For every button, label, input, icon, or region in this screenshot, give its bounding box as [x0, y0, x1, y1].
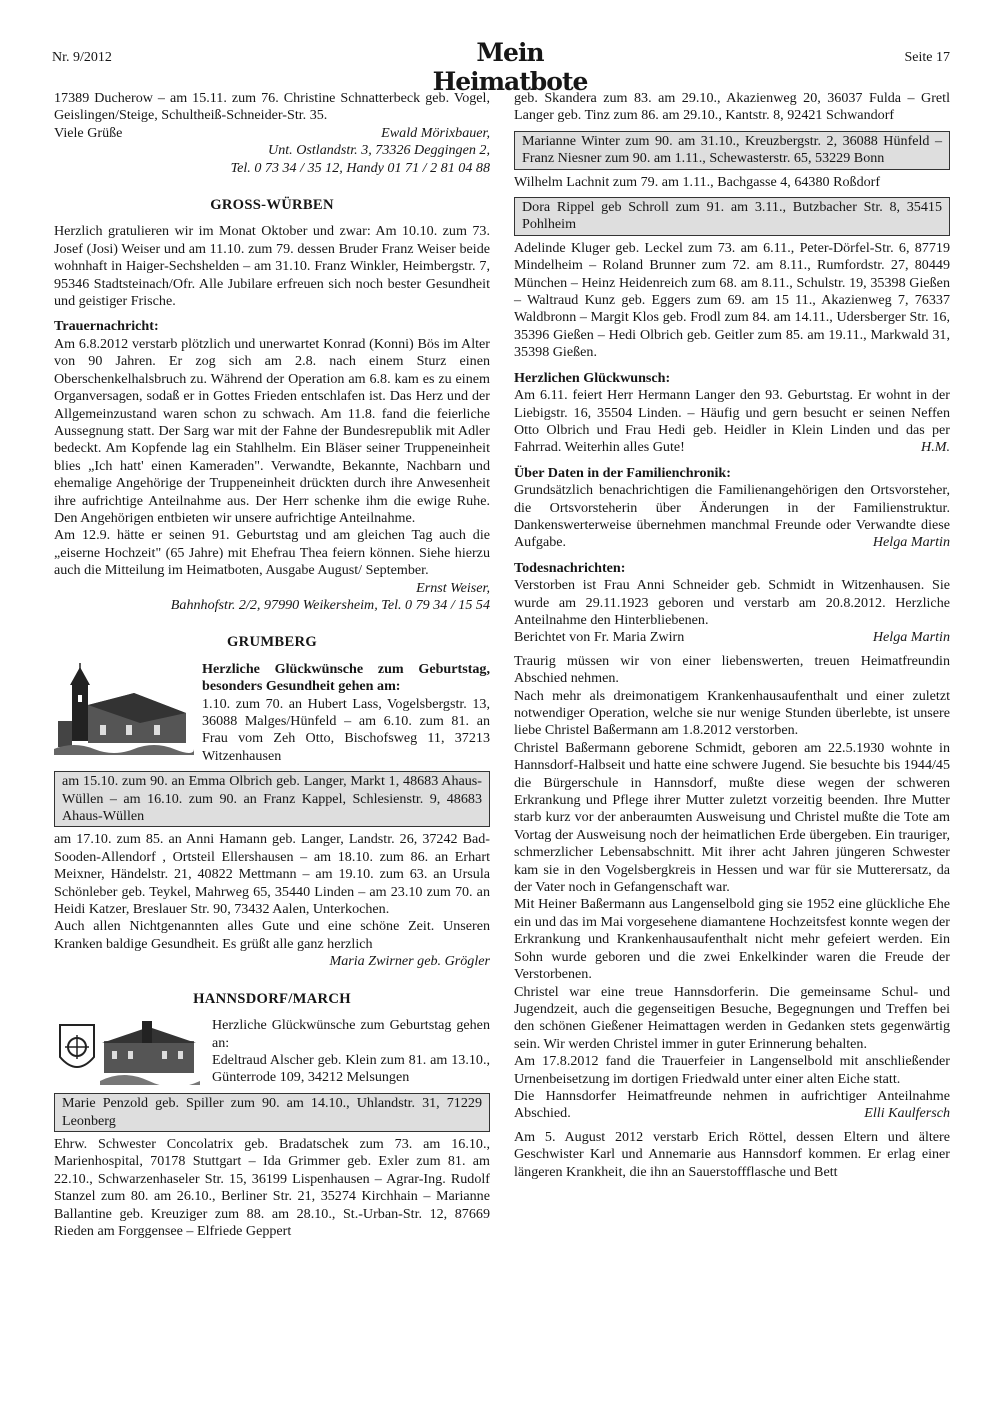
subheading-gluckwunsch: Herzlichen Glückwunsch:	[514, 369, 671, 386]
signature-name: H.M.	[921, 439, 950, 456]
highlight-box: Marie Penzold geb. Spiller zum 90. am 14.10., Uhlandstr. 31, 71229 Leonberg	[54, 1093, 490, 1132]
article-paragraph: Auch allen Nichtgenannten alles Gute und eine schöne Zeit. Unseren Kranken baldige Gesundheit. Es grüßt alle ganz herzlich	[54, 918, 490, 952]
left-column	[54, 90, 490, 1240]
church-illustration	[54, 663, 194, 755]
grumberg-intro: Herzliche Glückwünsche zum Geburtstag, besonders Gesundheit gehen am:	[202, 660, 490, 695]
article-paragraph: Adelinde Kluger geb. Leckel zum 73. am 6.11., Peter-Dörfel-Str. 6, 87719 Mindelheim – Roland Brunner zum 72. am 8.11., Rumfordstr. 27, 80449 München – Heinz Heidenreich zum 68. am 8.11., Schulstr. 19, 35398 Gießen – Waltraud Kunz geb. Eggers zum 69. am 15 11., Akazienweg 7, 76337 Waldbronn – Margit Klos geb. Frodl zum 84. am 14.11., Udersberger Str. 16, 35396 Gießen – Hedi Olbrich geb. Geitler zum 85. am 19.11., Markwald 31, 35398 Gießen.	[514, 239, 950, 361]
article-paragraph	[514, 387, 950, 457]
right-column	[514, 90, 950, 1181]
page-number: Seite 17	[904, 50, 950, 65]
signature-phone: Tel. 0 73 34 / 35 12, Handy 01 71 / 2 81 04 88	[230, 159, 490, 176]
masthead-title: Mein Heimatbote	[432, 38, 588, 96]
subheading-familienchronik: Über Daten in der Familienchronik:	[514, 464, 731, 481]
article-paragraph: Nach mehr als dreimonatigem Krankenhausaufenthalt und einer zuletzt notwendiger Operation, welche sie nur wenige Stunden überlebte, ist unsere liebe Christel Baßermann am 1.8.2012 verstorben.	[514, 687, 950, 739]
article-paragraph: Traurig müssen wir von einer liebenswerten, treuen Heimatfreundin Abschied nehmen.	[514, 652, 950, 687]
highlight-box: Marianne Winter zum 90. am 31.10., Kreuzbergstr. 2, 36088 Hünfeld – Franz Niesner zum 90. am 1.11., Schewasterstr. 65, 53229 Bonn	[514, 131, 950, 170]
article-paragraph	[514, 482, 950, 552]
article-paragraph: Verstorben ist Frau Anni Schneider geb. Schmidt in Witzenhausen. Sie wurde am 29.11.1923 geboren und verstarb am 20.8.2012. Herzliche Anteilnahme den Hinterbliebenen.	[514, 577, 950, 628]
issue-number: Nr. 9/2012	[52, 50, 112, 65]
signature-name: Ernst Weiser,	[416, 579, 490, 596]
subheading-trauernachricht: Trauernachricht:	[54, 318, 159, 335]
paragraph-text: Am 6.11. feiert Herr Hermann Langer den 93. Geburtstag. Er wohnt in der Liebigstr. 16, 35504 Linden. – Häufig und gern besucht er seinen Neffen Otto Olbrich und Frau Hedi geb. Heidler in Klein Linden und das per Fahrrad. Weiterhin alles Gute!	[514, 387, 950, 456]
signature-name: Maria Zwirner geb. Grögler	[329, 953, 490, 970]
article-paragraph	[514, 1088, 950, 1123]
signature-address: Bahnhofstr. 2/2, 97990 Weikersheim, Tel. 0 79 34 / 15 54	[170, 596, 490, 613]
highlight-box: Dora Rippel geb Schroll zum 91. am 3.11., Butzbacher Str. 8, 35415 Pohlheim	[514, 197, 950, 236]
article-paragraph: am 17.10. zum 85. an Anni Hamann geb. Langer, Landstr. 26, 37242 Bad-Sooden-Allendorf , Ortsteil Ellershausen – am 18.10. zum 86. an Erhart Meixner, Händelstr. 21, 40822 Mettmann – am 19.10. zum 63. an Ursula Schönleber geb. Teykel, Mahrweg 65, 35440 Linden – am 23.10 zum 70. an Heidi Katzer, Breslauer Str. 90, 73432 Aalen, Unterkochen.	[54, 831, 490, 918]
article-paragraph: Wilhelm Lachnit zum 79. am 1.11., Bachgasse 4, 64380 Roßdorf	[514, 173, 881, 190]
article-paragraph: Am 6.8.2012 verstarb plötzlich und unerwartet Konrad (Konni) Bös im Alter von 90 Jahren. Er zog sich am 2.8. nach einem Sturz einen Oberschenkelhalsbruch zu. Während der Operation am 6.8. kam es zu einem Organversagen, sodaß er in Gottes Frieden entschlafen ist. Das Herz und der Allgemeinzustand waren schon zu schwach. Am 11.8. fand die feierliche Aussegnung statt. Der Sarg war mit der Fahne der Bundesrepublik mit Adler bedeckt. Am Kopfende lag ein Stahlhelm. Ein Bläser seiner Truppeneinheit blies „Ich hatt' einen Kameraden". Verwandte, Bekannte, Nachbarn und ehemalige Angehörige der Truppeneinheit drückten durch ihre Anwesenheit ihre aufrichtige Anteilnahme aus. Der Herr schenke ihm die ewige Ruhe. Den Angehörigen entbieten wir unsere aufrichtige Anteilnahme.	[54, 335, 490, 526]
article-paragraph: Christel war eine treue Hannsdorferin. Die gemeinsame Schul- und Jugendzeit, auch die gegenseitigen Besuche, Begegnungen und Treffen bei den schönen Gießener Heimattagen werden in Gedanken stets gegenwärtig sein. Wir werden Christel immer in guter Erinnerung behalten.	[514, 983, 950, 1052]
signature-address: Unt. Ostlandstr. 3, 73326 Deggingen 2,	[268, 142, 490, 159]
article-paragraph: Herzlich gratulieren wir im Monat Oktober und zwar: Am 10.10. zum 73. Josef (Josi) Weiser und am 11.10. zum 79. dessen Bruder Franz Weiser beide wohnhaft in Haiger-Sechshelden – am 31.10. Franz Winkler, Heimbergstr. 7, 95346 Stadtsteinach/Ofr. Alle Jubilare erfreuen sich noch bester Gesundheit und geistiger Frische.	[54, 223, 490, 310]
paragraph-text: Die Hannsdorfer Heimatfreunde nehmen in aufrichtiger Anteilnahme Abschied.	[514, 1087, 950, 1122]
highlight-box: am 15.10. zum 90. an Emma Olbrich geb. Langer, Markt 1, 48683 Ahaus-Wüllen – am 16.10. zum 90. an Franz Kappel, Schlesienstr. 9, 48683 Ahaus-Wüllen	[54, 771, 490, 827]
article-paragraph: 1.10. zum 70. an Hubert Lass, Vogelsbergstr. 13, 36088 Malges/Hünfeld – am 6.10. zum 81. an Frau vom Zeh Otto, Bischofsweg 11, 37213 Witzenhausen	[202, 695, 490, 764]
article-paragraph: Ehrw. Schwester Concolatrix geb. Bradatschek zum 73. am 16.10., Marienhospital, 70178 Stuttgart – Ida Grimmer geb. Exler zum 81. am 22.10., Schwarzenhaseler Str. 15, 36199 Lispenhausen – Agrar-Ing. Rudolf Stanzel zum 80. am 26.10., Berliner Str. 21, 35274 Kirchhain – Marianne Ballantine geb. Kreuziger zum 88. am 28.10., St.-Urban-Str. 12, 87669 Rieden am Forggensee – Elfriede Geppert	[54, 1135, 490, 1239]
subheading-todesnachrichten: Todesnachrichten:	[514, 559, 626, 576]
article-paragraph: Am 17.8.2012 fand die Trauerfeier in Langenselbold mit anschließender Urnenbeisetzung im dortigen Friedwald unter einer alten Eiche statt.	[514, 1053, 950, 1087]
article-paragraph: Am 5. August 2012 verstarb Erich Röttel, dessen Eltern und ältere Geschwister Karl und Annemarie aus Hannsdorf kommen. Er erlag einer längeren Krankheit, die ihn an Sauerstoffflasche und Bett	[514, 1128, 950, 1180]
hannsdorf-intro: Herzliche Glückwünsche zum Geburtstag gehen an:	[212, 1017, 490, 1051]
article-paragraph: Mit Heiner Baßermann aus Langenselbold ging sie 1952 eine glückliche Ehe ein und das im Mai vorgesehene diamantene Hochzeitsfest konnte wegen der Erkrankung und Krankenhausaufenthalt nicht mehr gefeiert werden. Ein Sohn wurde geboren und die zwei Enkelkinder waren die Freude der Verstorbenen.	[514, 896, 950, 983]
article-paragraph: Am 12.9. hätte er seinen 91. Geburtstag und am gleichen Tag auch die „eiserne Hochzeit" (65 Jahre) mit Ehefrau Thea feiern können. Siehe hierzu auch die Mitteilung im Heimatboten, Ausgabe August/ September.	[54, 527, 490, 579]
signature-name: Helga Martin	[872, 629, 950, 646]
signature-name: Helga Martin	[872, 534, 950, 551]
reported-by-line	[514, 629, 950, 646]
article-paragraph: Edeltraud Alscher geb. Klein zum 81. am 13.10., Günterrode 109, 34212 Melsungen	[212, 1051, 490, 1086]
article-paragraph: geb. Skandera zum 83. am 29.10., Akazienweg 20, 36037 Fulda – Gretl Langer geb. Tinz zum 86. am 29.10., Kantstr. 8, 92421 Schwandorf	[514, 90, 950, 124]
hannsdorf-block	[54, 1017, 490, 1087]
section-heading-gross-wuerben: GROSS-WÜRBEN	[210, 197, 334, 214]
greeting-line	[54, 125, 490, 142]
signature-name: Ewald Mörixbauer,	[381, 124, 490, 141]
article-paragraph: 17389 Ducherow – am 15.11. zum 76. Christine Schnatterbeck geb. Vogel, Geislingen/Steige, Schultheiß-Schneider-Str. 35.	[54, 90, 490, 124]
grumberg-block	[54, 661, 490, 765]
paragraph-text: Grundsätzlich benachrichtigen die Familienangehörigen den Ortsvorsteher, die Ortsvorsteherin über Änderungen in der Familienstruktur. Dankenswerterweise übernehmen manchmal Freunde oder Verwandte diese Aufgabe.	[514, 482, 950, 551]
section-heading-hannsdorf-march: HANNSDORF/MARCH	[193, 990, 351, 1007]
article-paragraph: Christel Baßermann geborene Schmidt, geboren am 22.5.1930 wohnte in Hannsdorf-Halbseit und hatte eine schwere Jugend. Sie besuchte bis 1944/45 die Bürgerschule in Hannsdorf, mußte diese wegen der schweren Erkrankung und Pflege ihrer Mutter zuletzt vorzeitig beenden. Ihre Mutter starb kurz vor der anberaumten Ausweisung und Christel mußte die Tote am Vortag der Ausweisung noch der heimatlichen Erde übergeben. Ein trauriger, schmerzlicher Lebensabschnitt. Mit ihrer acht Jahren jüngeren Schwester kam sie in den Vogelsbergkreis in Hessen und war für sie Mutterersatz, da der Vater noch in Gefangenschaft war.	[514, 739, 950, 896]
section-heading-grumberg: GRUMBERG	[227, 634, 317, 651]
town-crest-illustration	[54, 1019, 204, 1085]
signature-name: Elli Kaulfersch	[864, 1105, 950, 1122]
reported-by-text: Berichtet von Fr. Maria Zwirn	[514, 629, 685, 646]
greeting-text: Viele Grüße	[54, 124, 123, 141]
